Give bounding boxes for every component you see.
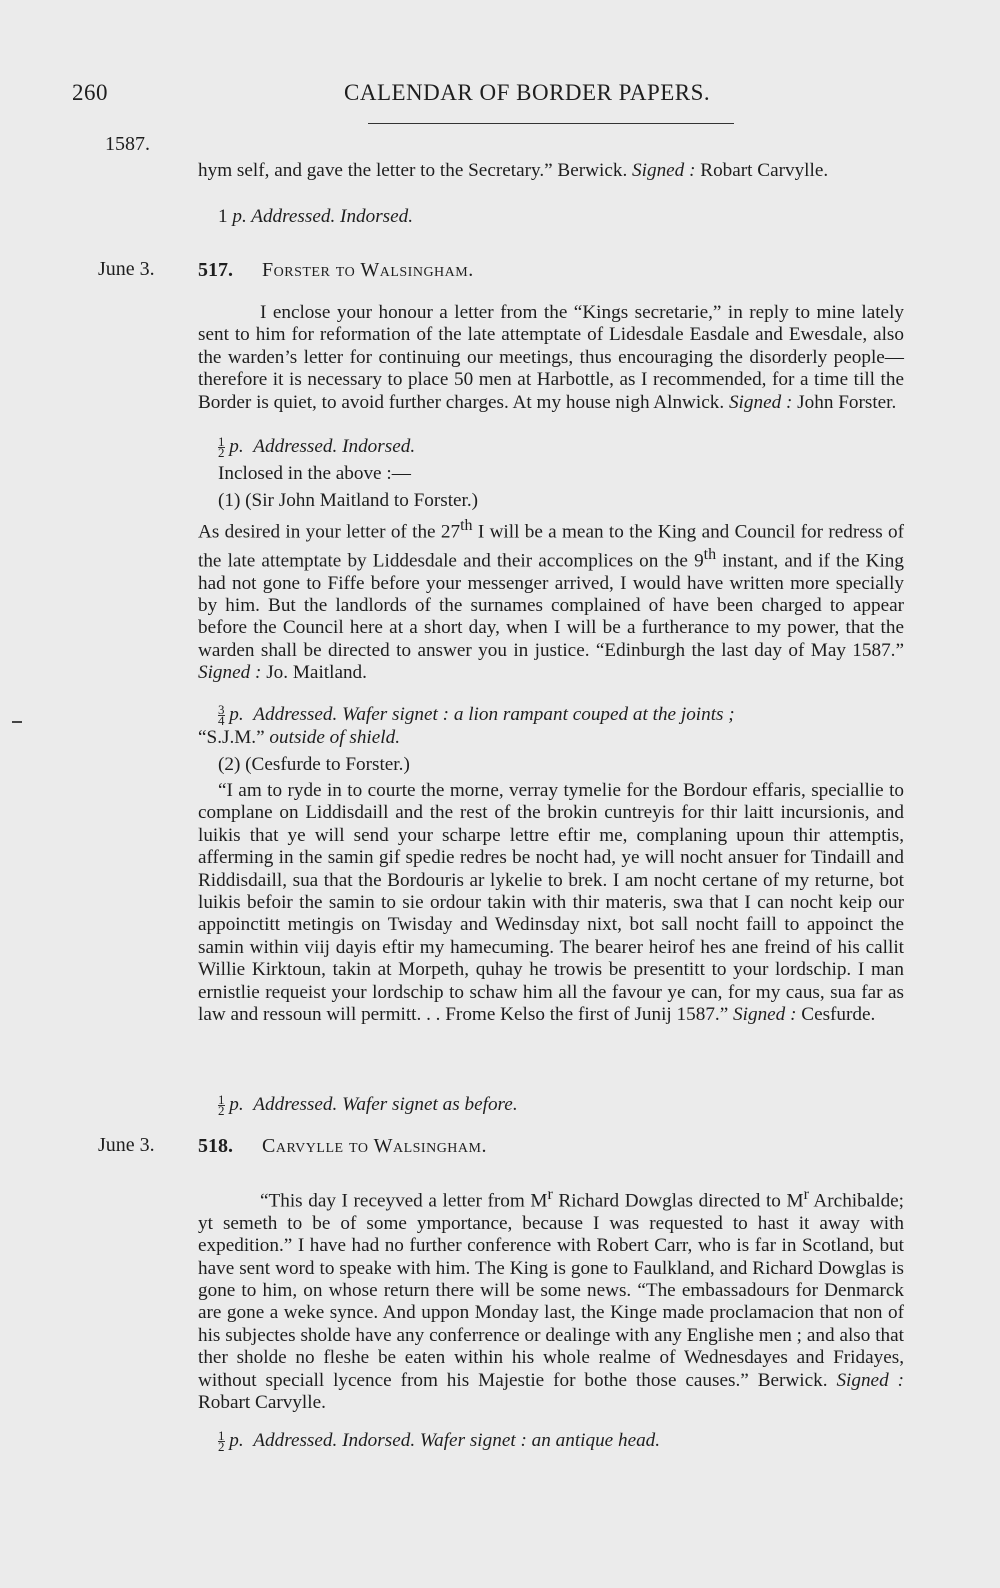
fraction-three-quarters: $\frac{3}{4}$ — [218, 702, 225, 729]
margin-dash-mark — [12, 721, 22, 723]
entry-number-517: 517. — [198, 259, 233, 281]
fraction-half: $\frac{1}{2}$ — [218, 1092, 225, 1119]
page-number: 260 — [72, 80, 108, 105]
margin-year: 1587. — [105, 133, 150, 155]
entry-number-518: 518. — [198, 1135, 233, 1157]
page-title: CALENDAR OF BORDER PAPERS. — [344, 80, 711, 105]
fraction-half: $\frac{1}{2}$ — [218, 434, 225, 461]
header-rule — [368, 123, 734, 124]
enclosure-1-note: $\frac{3}{4}$ p. Addressed. Wafer signet : a lion rampant couped at the joints ; — [218, 702, 735, 729]
entry-heading-518: Carvylle to Walsingham. — [262, 1135, 487, 1157]
entry-body-517: I enclose your honour a letter from the “Kings secretarie,” in reply to mine lately sent to him for reformation of the late attemptate of Lidesdale Easdale and Ewesdale, also the warden’s letter for continuing our meetings, thus encouraging the disorderly people—therefore it is necessary to place 50 men at Harbottle, as I recommended, for a time till the Border is quiet, to avoid further charges. At my house nigh Alnwick. Signed : John Forster. — [198, 302, 904, 413]
margin-date-518: June 3. — [98, 1134, 155, 1156]
entry-heading-517: Forster to Walsingham. — [262, 259, 474, 281]
entry-note-518: $\frac{1}{2}$ p. Addressed. Indorsed. Wafer signet : an antique head. — [218, 1428, 661, 1455]
enclosure-2-title: (2) (Cesfurde to Forster.) — [218, 754, 410, 775]
entry-note-517: $\frac{1}{2}$ p. Addressed. Indorsed. — [218, 434, 416, 461]
prev-entry-note: 1 p. Addressed. Indorsed. — [218, 206, 414, 227]
enclosure-2-body: “I am to ryde in to courte the morne, verray tymelie for the Bordour effaris, speciallie to complane on Liddisdaill and the rest of the brokin cuntreyis for thir laitt incursionis, and luikis that ye will send your scharpe lettre eftir me, complaning upoun thir attemptis, afferming in the samin gif spedie redres be nocht had, ye will nocht ansuer for Tindaill and Riddisdaill, sua that the Bordouris ar lykelie to brek. I am nocht certane of my returne, bot luikis befoir the samin to sie ordour takin with thir materis, swa that I can nocht keip our appoinctitt metingis on Twisday and Wedinsday nixt, bot sall nocht faill to appoinct the samin within viij dayis eftir my hamecuming. The bearer heirof hes ane freind of his callit Willie Kirktoun, takin at Morpeth, quhay he trowis be presentitt to your lordschip. I man ernistlie requeist your lordschip to schaw him all the favour ye can, for my caus, sua far as law and ressoun will permitt. . . Frome Kelso the first of Junij 1587.” Signed : Cesfurde. — [198, 780, 904, 1026]
fraction-half: $\frac{1}{2}$ — [218, 1428, 225, 1455]
enclosure-1-body: As desired in your letter of the 27th I will be a mean to the King and Council for redress of the late attemptate by Liddesdale and their accomplices on the 9th instant, and if the King had not gone to Fiffe before your messenger arrived, I would have written more specially by him. But the landlords of the surnames complained of have been charged to appear before the Council here at a short day, when I will be a furtherance to my power, that the warden shall be directed to answer you in justice. “Edinburgh the last day of May 1587.” Signed : Jo. Maitland. — [198, 517, 904, 684]
inclosed-label: Inclosed in the above :— — [218, 463, 411, 484]
enclosure-1-note-cont: “S.J.M.” outside of shield. — [198, 727, 400, 748]
entry-body-518: “This day I receyved a letter from $M^r$ Richard Dowglas directed to $M^r$ Archibalde; yt semeth to be of some ymportance, because I was requested to hast it away with expedition.” I have had no further conference with Robert Carr, who is far in Scotland, but have sent word to speake with him. The King is gone to Faulkland, and Richard Dowglas is gone to him, on whose return there will be some news. “The embassadours for Denmarck are gone a weke synce. And uppon Monday last, the Kinge made proclamacion that non of his subjectes sholde have any conferrence or dealinge with any Englishe men ; and also that ther sholde no fleshe be eaten within his whole realme of Wednesdayes and Fridayes, without speciall lycence from his Majestie for bothe those causes.” Berwick. Signed : Robart Carvylle. — [198, 1186, 905, 1414]
enclosure-2-note: $\frac{1}{2}$ p. Addressed. Wafer signet as before. — [218, 1092, 518, 1119]
prev-entry-end: hym self, and gave the letter to the Secretary.” Berwick. Signed : Robart Carvylle. — [198, 160, 829, 181]
enclosure-1-title: (1) (Sir John Maitland to Forster.) — [218, 490, 479, 511]
margin-date-517: June 3. — [98, 258, 155, 280]
